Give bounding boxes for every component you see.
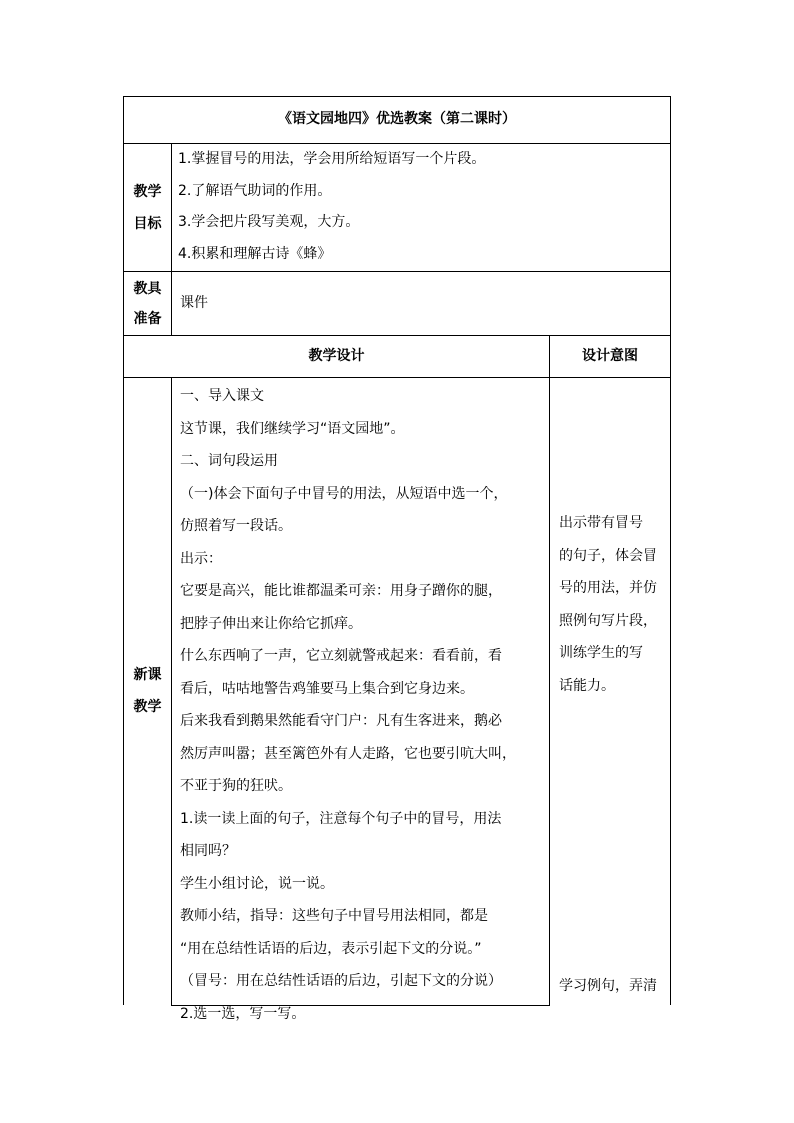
lesson-line: 学生小组讨论，说一说。 — [180, 875, 334, 892]
lesson-line: 教师小结，指导：这些句子中冒号用法相同，都是 — [180, 908, 488, 924]
lesson-line: “用在总结性话语的后边，表示引起下文的分说。” — [180, 940, 482, 957]
column-header-intent: 设计意图 — [582, 348, 638, 364]
design-intent-text-2 — [559, 970, 667, 1003]
intent-line: 学习例句，弄清 — [559, 978, 657, 994]
goal-item: 2.了解语气助词的作用。 — [178, 182, 332, 199]
goal-item: 4.积累和理解古诗《蜂》 — [178, 245, 332, 262]
lesson-label-line-2: 教学 — [133, 699, 162, 715]
tools-label-line-2: 准备 — [133, 311, 162, 327]
lesson-line: 2.选一选，写一写。 — [180, 1005, 306, 1022]
intent-line: 的句子，体会冒 — [559, 547, 657, 564]
lesson-line: 仿照着写一段话。 — [180, 518, 292, 534]
goals-label-line-2: 目标 — [133, 216, 162, 232]
intent-line: 话能力。 — [559, 677, 615, 694]
header-row-bottom-border — [123, 377, 671, 378]
intent-line: 号的用法，并仿 — [559, 580, 657, 596]
page-title: 《语文园地四》优选教案（第二课时） — [278, 111, 516, 127]
tools-label-line-1: 教具 — [133, 281, 162, 297]
design-intent-text — [559, 507, 667, 702]
lesson-label-line-1: 新课 — [133, 667, 162, 683]
goals-list — [178, 144, 548, 270]
lesson-line: 后来我看到鹅果然能看守门户：凡有生客进来，鹅必 — [180, 713, 502, 729]
intent-line: 训练学生的写 — [559, 645, 643, 661]
lesson-line: 不亚于狗的狂吠。 — [180, 778, 292, 794]
lesson-line: 这节课，我们继续学习“语文园地”。 — [180, 420, 405, 437]
lesson-line: 什么东西响了一声，它立刻就警戒起来：看看前，看 — [180, 648, 502, 664]
lesson-line: 看后，咕咕地警告鸡雏要马上集合到它身边来。 — [180, 680, 474, 697]
goal-item: 3.学会把片段写美观，大方。 — [178, 214, 360, 230]
lesson-line: 然厉声叫嚣；甚至篱笆外有人走路，它也要引吭大叫， — [180, 745, 516, 762]
tools-label — [124, 272, 171, 334]
lesson-line: 二、词句段运用 — [180, 453, 278, 469]
column-header-design: 教学设计 — [308, 348, 365, 364]
goals-label-line-1: 教学 — [133, 184, 162, 200]
lesson-design-text — [180, 380, 544, 1030]
tools-value: 课件 — [180, 295, 208, 311]
intent-line: 出示带有冒号 — [559, 515, 643, 531]
lesson-line: 它要是高兴，能比谁都温柔可亲：用身子蹭你的腿， — [180, 583, 502, 599]
goals-label — [124, 176, 171, 240]
label-column-border-top — [171, 143, 172, 335]
intent-column-border — [549, 335, 550, 1005]
table-right-border — [670, 96, 671, 1005]
lesson-line: （一)体会下面句子中冒号的用法，从短语中选一个， — [180, 485, 508, 502]
lesson-line: 一、导入课文 — [180, 388, 264, 404]
intent-line: 照例句写片段， — [559, 612, 657, 629]
lesson-line: （冒号：用在总结性话语的后边，引起下文的分说） — [180, 973, 502, 989]
lesson-line: 相同吗？ — [180, 843, 236, 859]
lesson-line: 出示： — [180, 550, 222, 567]
lesson-line: 把脖子伸出来让你给它抓痒。 — [180, 615, 362, 632]
lesson-line: 1.读一读上面的句子，注意每个句子中的冒号，用法 — [180, 810, 502, 827]
goal-item: 1.掌握冒号的用法，学会用所给短语写一个片段。 — [178, 151, 486, 167]
label-column-border-bottom — [171, 377, 172, 1005]
lesson-label — [124, 659, 171, 723]
